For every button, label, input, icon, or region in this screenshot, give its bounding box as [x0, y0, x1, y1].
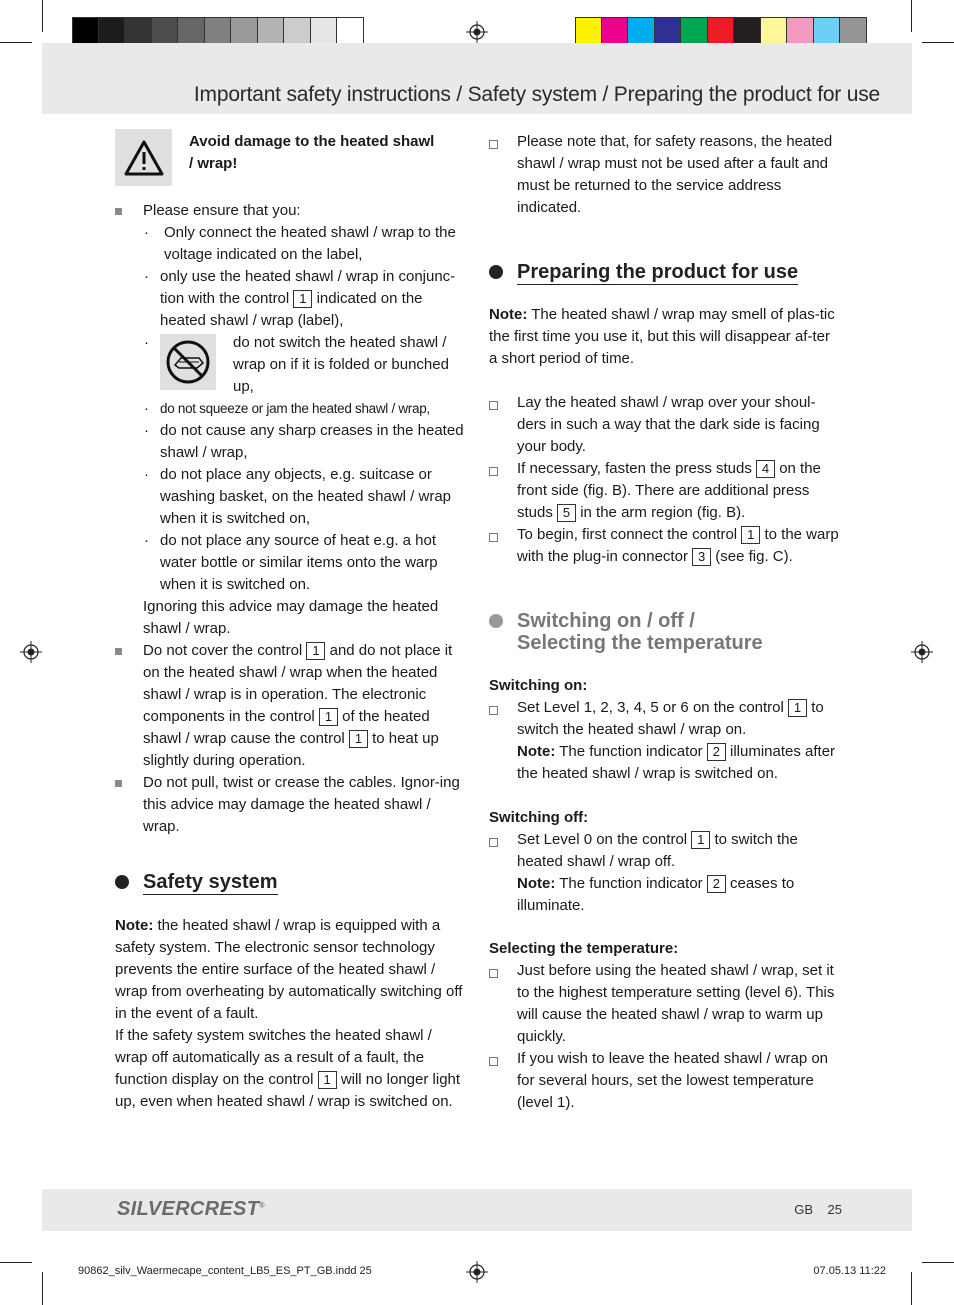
warning-icon	[115, 129, 172, 186]
safety-note	[115, 915, 465, 1025]
registration-mark-icon	[911, 641, 933, 663]
list-text: to switch the heated shawl / wrap on.	[517, 699, 824, 738]
heading-text: Preparing the product for use	[517, 261, 799, 283]
list-text: do not place any objects, e.g. suitcase or washing basket, on the heated shawl / wrap when it is switched on,	[160, 466, 452, 527]
note-text: The function indicator	[559, 743, 703, 760]
control-ref-badge: 1	[349, 730, 368, 748]
list-item	[143, 398, 465, 420]
switching-on-list	[489, 697, 841, 785]
right-column	[489, 131, 841, 1114]
heading-text	[517, 610, 763, 655]
list-text: to the warp with the plug-in connector	[517, 526, 839, 565]
note-label: Note:	[517, 743, 556, 760]
list-item	[143, 332, 465, 398]
list-item	[143, 530, 465, 596]
crop-mark	[42, 1272, 43, 1305]
note-text: ceases to illuminate.	[517, 875, 795, 914]
list-text: If you wish to leave the heated shawl / wrap on for several hours, set the lowest temperature (level 1).	[517, 1050, 829, 1111]
no-folding-icon	[160, 334, 216, 390]
list-text: do not squeeze or jam the heated shawl / wrap,	[160, 401, 430, 416]
list-item	[115, 772, 465, 838]
crop-mark	[42, 0, 43, 32]
indicator-ref-badge: 2	[707, 743, 726, 761]
connector-ref-badge: 3	[692, 548, 711, 566]
preparing-list	[489, 392, 841, 568]
subheading-switching-off: Switching off:	[489, 809, 589, 826]
safety-paragraph	[115, 1025, 465, 1113]
page-title: Important safety instructions / Safety system / Preparing the product for use	[193, 83, 880, 106]
switching-off-list	[489, 829, 841, 917]
paragraph-text: will no longer light up, even when heated shawl / wrap is switched on.	[115, 1071, 461, 1110]
list-text: · do not switch the heated shawl / wrap on if it is folded or bunched up,	[233, 334, 449, 395]
crop-mark	[0, 42, 32, 43]
control-ref-badge: 1	[318, 1071, 337, 1089]
list-text: If necessary, fasten the press studs	[517, 460, 752, 477]
list-item	[115, 200, 465, 640]
list-text: Only connect the heated shawl / wrap to the voltage indicated on the label,	[164, 224, 456, 263]
crop-mark	[911, 1272, 912, 1305]
registration-mark-icon	[466, 21, 488, 43]
registration-mark-icon	[20, 641, 42, 663]
list-text: in the arm region (fig. B).	[580, 504, 746, 521]
bullet-dot-icon	[489, 265, 503, 279]
note-label: Note:	[115, 917, 154, 934]
list-item	[489, 392, 841, 458]
list-item	[489, 829, 841, 917]
list-text: do not place any source of heat e.g. a hot water bottle or similar items onto the warp when it is switched on.	[160, 532, 438, 593]
note-label: Note:	[517, 875, 556, 892]
list-item	[489, 697, 841, 785]
subheading-switching-on: Switching on:	[489, 677, 588, 694]
paragraph-text: If the safety system switches the heated shawl / wrap off automatically as a result of a fault, the function display on the control	[115, 1027, 432, 1088]
note-label: Note:	[489, 306, 528, 323]
temperature-list	[489, 960, 841, 1114]
indicator-ref-badge: 2	[707, 875, 726, 893]
brand-logo	[117, 1198, 265, 1221]
bullet-dot-icon	[489, 614, 503, 628]
sub-list	[143, 222, 465, 596]
safety-list	[115, 200, 465, 838]
list-text: do not cause any sharp creases in the heated shawl / wrap,	[160, 422, 464, 461]
control-ref-badge: 1	[293, 290, 312, 308]
list-text: only use the heated shawl / wrap in conjunc-tion with the control	[160, 268, 456, 307]
heading-line: Selecting the temperature	[517, 632, 763, 654]
registration-mark-icon	[466, 1261, 488, 1283]
bullet-dot-icon	[115, 875, 129, 889]
preparing-note	[489, 304, 841, 370]
list-text: Do not cover the control	[143, 642, 303, 659]
list-text: Just before using the heated shawl / wrap, set it to the highest temperature setting (level 6). This will cause the heated shawl / wrap to warm up quickly.	[517, 962, 835, 1045]
list-text: indicated on the heated shawl / wrap (label),	[160, 290, 423, 329]
list-item	[489, 458, 841, 524]
control-ref-badge: 1	[788, 699, 807, 717]
note-text: the heated shawl / wrap is equipped with a safety system. The electronic sensor technology prevents the entire surface of the heated shawl / wrap from overheating by automatically switching off in the event of a fault.	[115, 917, 463, 1022]
control-ref-badge: 1	[691, 831, 710, 849]
list-item	[115, 640, 465, 772]
subheading-temperature: Selecting the temperature:	[489, 940, 679, 957]
list-item	[489, 131, 841, 219]
page-number-value: 25	[827, 1202, 842, 1217]
list-text: to switch the heated shawl / wrap off.	[517, 831, 798, 870]
crop-mark	[922, 1262, 954, 1263]
list-item	[143, 266, 465, 332]
control-ref-badge: 1	[319, 708, 338, 726]
list-item	[489, 960, 841, 1048]
icon-row	[160, 332, 465, 398]
list-item	[143, 222, 465, 266]
registered-mark: ®	[259, 1202, 265, 1210]
list-text: on the front side (fig. B). There are additional press studs	[517, 460, 821, 521]
list-text: (see fig. C).	[715, 548, 793, 565]
list-text: to heat up slightly during operation.	[143, 730, 439, 769]
list-item	[143, 464, 465, 530]
section-heading-safety-system	[115, 871, 465, 895]
fault-list	[489, 131, 841, 219]
warning-title: Avoid damage to the heated shawl / wrap!	[189, 133, 435, 172]
heading-line: Switching on / off /	[517, 610, 695, 632]
list-text: Lay the heated shawl / wrap over your shoul-ders in such a way that the dark side is facing your body.	[517, 394, 820, 455]
heading-text: Safety system	[143, 871, 278, 893]
press-stud-ref-badge: 4	[756, 460, 775, 478]
note-text: illuminates after the heated shawl / wrap is switched on.	[517, 743, 836, 782]
crop-mark	[911, 0, 912, 32]
list-outro: Ignoring this advice may damage the heated shawl / wrap.	[143, 598, 439, 637]
list-item	[489, 524, 841, 568]
list-text: To begin, first connect the control	[517, 526, 738, 543]
note-text: The function indicator	[559, 875, 703, 892]
list-text: Set Level 0 on the control	[517, 831, 688, 848]
list-text: of the heated shawl / wrap cause the control	[143, 708, 430, 747]
list-text: Please note that, for safety reasons, the heated shawl / wrap must not be used after a fault and must be returned to the service address indicated.	[517, 133, 833, 216]
note-text: The heated shawl / wrap may smell of plas-tic the first time you use it, but this will disappear af-ter a short period of time.	[489, 306, 835, 367]
list-item	[143, 420, 465, 464]
control-ref-badge: 1	[741, 526, 760, 544]
page-number	[794, 1202, 842, 1217]
file-slug: 90862_silv_Waermecape_content_LB5_ES_PT_GB.indd 25	[78, 1265, 372, 1277]
date-slug: 07.05.13 11:22	[813, 1265, 886, 1277]
section-heading-preparing	[489, 261, 841, 285]
left-column	[115, 131, 465, 1113]
list-item	[489, 1048, 841, 1114]
list-text: Set Level 1, 2, 3, 4, 5 or 6 on the control	[517, 699, 784, 716]
section-heading-switching	[489, 610, 841, 655]
crop-mark	[0, 1262, 32, 1263]
list-intro: Please ensure that you:	[143, 202, 301, 219]
control-ref-badge: 1	[306, 642, 325, 660]
warning-block	[115, 131, 465, 186]
brand-text: SILVERCREST	[117, 1198, 260, 1220]
press-stud-ref-badge: 5	[557, 504, 576, 522]
list-text: and do not place it on the heated shawl / wrap when the heated shawl / wrap is in operation. The electronic components in the control	[143, 642, 453, 725]
language-code: GB	[794, 1202, 814, 1217]
crop-mark	[922, 42, 954, 43]
list-text: Do not pull, twist or crease the cables. Ignor-ing this advice may damage the heated shawl / wrap.	[143, 774, 460, 835]
